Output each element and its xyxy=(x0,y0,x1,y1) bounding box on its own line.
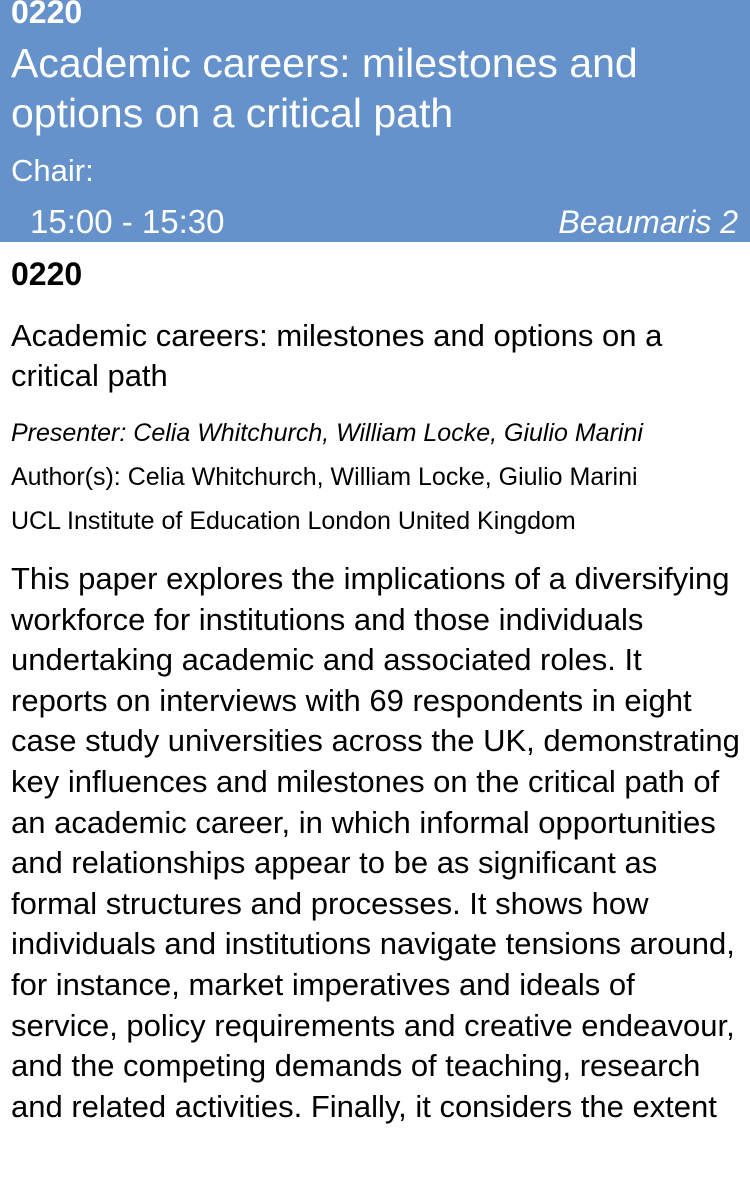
paper-abstract: This paper explores the implications of a diversifying workforce for institutions and those individuals undertaking academic and associated roles. It reports on interviews with 69 respondents in eight case study universities across the UK, demonstrating key influences and milestones on the critical path of an academic career, in which informal opportunities and relationships appear to be as significant as formal structures and processes. It shows how individuals and institutions navigate tensions around, for instance, market imperatives and ideals of service, policy requirements and creative endeavour, and the competing demands of teaching, research and related activities. Finally, it considers the extent xyxy=(11,561,740,1124)
session-room: Beaumaris 2 xyxy=(558,204,738,240)
paper-affiliation: UCL Institute of Education London United Kingdom xyxy=(11,507,576,535)
paper-id: 0220 xyxy=(11,256,83,292)
session-id: 0220 xyxy=(11,0,83,30)
session-header xyxy=(0,0,750,242)
paper-authors: Author(s): Celia Whitchurch, William Locke, Giulio Marini xyxy=(11,463,638,491)
session-time: 15:00 - 15:30 xyxy=(30,203,225,240)
paper-presenter: Presenter: Celia Whitchurch, William Locke, Giulio Marini xyxy=(11,419,643,447)
paper-title: Academic careers: milestones and options on a critical path xyxy=(11,318,663,393)
session-chair-label: Chair: xyxy=(11,153,94,188)
session-title: Academic careers: milestones and options on a critical path xyxy=(11,40,638,136)
